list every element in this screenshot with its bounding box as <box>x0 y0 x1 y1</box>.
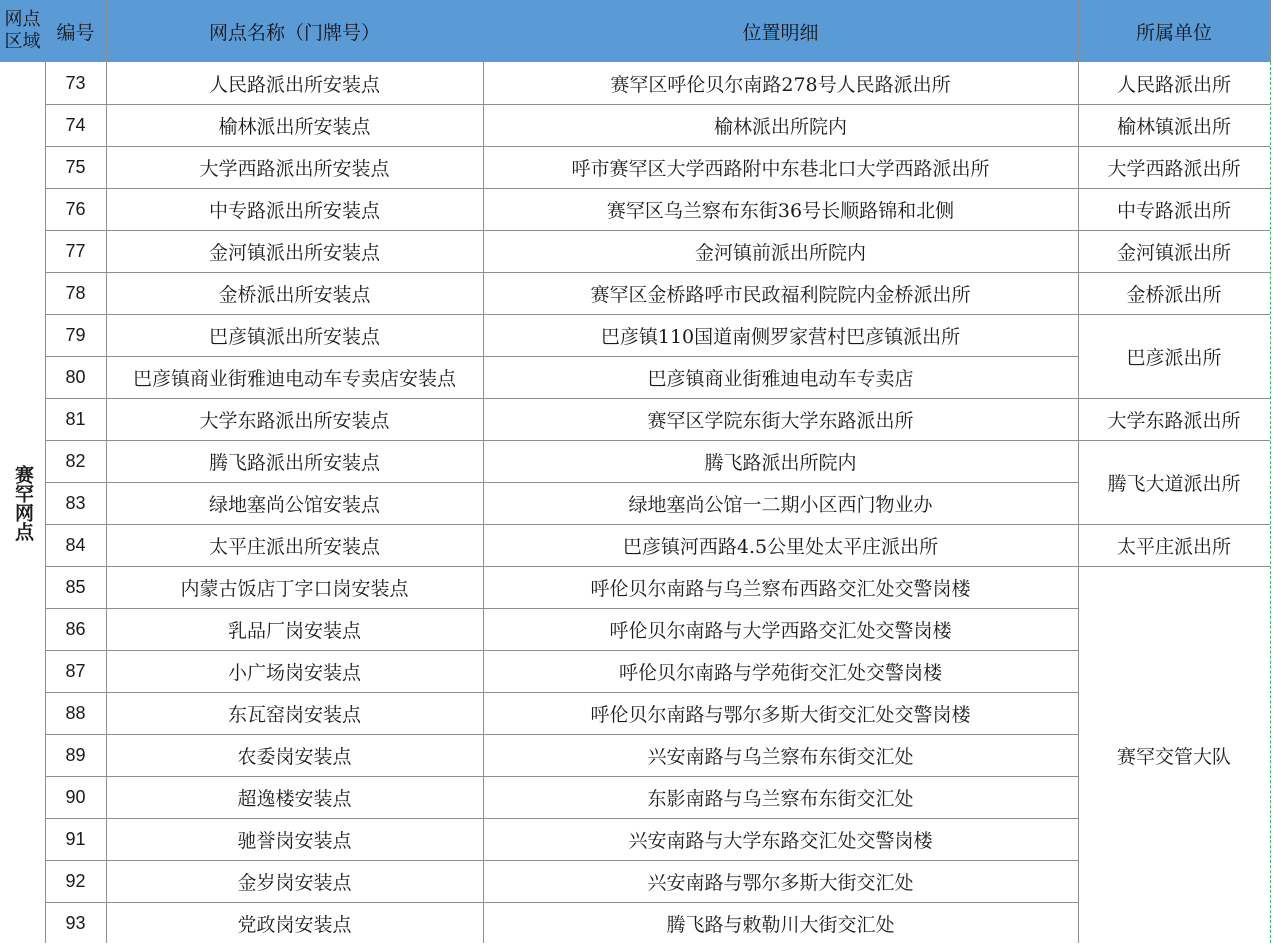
row-unit-cell-text: 巴彦派出所 <box>1126 346 1222 369</box>
row-divider <box>45 146 1078 147</box>
row-divider <box>45 524 1078 525</box>
header-region[interactable] <box>0 0 45 62</box>
row-name-cell-text: 小广场岗安装点 <box>227 661 361 684</box>
region-cell[interactable] <box>0 62 45 943</box>
row-name-cell[interactable] <box>106 608 483 650</box>
column-divider <box>1078 0 1079 943</box>
row-number-cell-text: 89 <box>65 744 86 765</box>
row-unit-cell[interactable] <box>1078 524 1270 566</box>
row-location-cell[interactable] <box>483 188 1078 230</box>
row-divider <box>45 818 1078 819</box>
row-location-cell[interactable] <box>483 62 1078 104</box>
header-location[interactable] <box>483 0 1078 62</box>
row-unit-cell[interactable] <box>1078 440 1270 524</box>
row-name-cell[interactable] <box>106 860 483 902</box>
row-name-cell-text: 驰誉岗安装点 <box>237 829 352 852</box>
row-number-cell[interactable] <box>45 356 106 398</box>
row-unit-cell-text: 赛罕交管大队 <box>1116 745 1231 768</box>
row-divider <box>45 440 1078 441</box>
header-name[interactable] <box>106 0 483 62</box>
row-number-cell[interactable] <box>45 692 106 734</box>
row-number-cell-text: 73 <box>65 72 86 93</box>
row-location-cell-text: 赛罕区呼伦贝尔南路278号人民路派出所 <box>610 73 951 96</box>
row-unit-cell-text: 大学东路派出所 <box>1107 409 1241 432</box>
row-number-cell-text: 81 <box>65 408 86 429</box>
column-divider <box>45 0 46 943</box>
row-location-cell-text: 腾飞路与敕勒川大街交汇处 <box>666 913 895 936</box>
header-no[interactable] <box>45 0 106 62</box>
row-name-cell[interactable] <box>106 314 483 356</box>
row-number-cell-text: 93 <box>65 912 86 933</box>
row-location-cell-text: 榆林派出所院内 <box>713 115 847 138</box>
row-unit-cell[interactable] <box>1078 398 1270 440</box>
column-divider <box>1270 0 1271 62</box>
row-location-cell[interactable] <box>483 440 1078 482</box>
unit-divider <box>1078 188 1270 189</box>
row-unit-cell-text: 榆林镇派出所 <box>1116 115 1231 138</box>
row-unit-cell[interactable] <box>1078 146 1270 188</box>
row-name-cell[interactable] <box>106 272 483 314</box>
row-location-cell[interactable] <box>483 524 1078 566</box>
row-name-cell-text: 太平庄派出所安装点 <box>208 535 380 558</box>
row-location-cell-text: 绿地塞尚公馆一二期小区西门物业办 <box>628 493 933 516</box>
row-location-cell-text: 兴安南路与大学东路交汇处交警岗楼 <box>628 829 933 852</box>
row-location-cell[interactable] <box>483 650 1078 692</box>
row-location-cell-text: 赛罕区学院东街大学东路派出所 <box>647 409 914 432</box>
row-number-cell[interactable] <box>45 104 106 146</box>
row-name-cell[interactable] <box>106 398 483 440</box>
row-name-cell-text: 大学东路派出所安装点 <box>199 409 390 432</box>
row-number-cell[interactable] <box>45 62 106 104</box>
row-number-cell[interactable] <box>45 650 106 692</box>
row-number-cell[interactable] <box>45 860 106 902</box>
row-number-cell-text: 86 <box>65 618 86 639</box>
row-name-cell[interactable] <box>106 818 483 860</box>
header-bottom-border <box>0 61 1270 62</box>
row-location-cell[interactable] <box>483 818 1078 860</box>
row-name-cell[interactable] <box>106 146 483 188</box>
row-name-cell-text: 中专路派出所安装点 <box>208 199 380 222</box>
row-unit-cell[interactable] <box>1078 104 1270 146</box>
row-number-cell-text: 90 <box>65 786 86 807</box>
row-divider <box>45 398 1078 399</box>
row-number-cell-text: 75 <box>65 156 86 177</box>
row-name-cell-text: 巴彦镇商业街雅迪电动车专卖店安装点 <box>132 367 456 390</box>
unit-divider <box>1078 398 1270 399</box>
row-location-cell-text: 呼伦贝尔南路与大学西路交汇处交警岗楼 <box>609 619 952 642</box>
row-name-cell[interactable] <box>106 566 483 608</box>
row-divider <box>45 272 1078 273</box>
row-name-cell[interactable] <box>106 230 483 272</box>
row-name-cell[interactable] <box>106 524 483 566</box>
row-location-cell[interactable] <box>483 692 1078 734</box>
row-number-cell-text: 87 <box>65 660 86 681</box>
unit-divider <box>1078 104 1270 105</box>
row-divider <box>45 356 1078 357</box>
row-number-cell[interactable] <box>45 566 106 608</box>
row-location-cell-text: 赛罕区金桥路呼市民政福利院院内金桥派出所 <box>590 283 971 306</box>
unit-divider <box>1078 314 1270 315</box>
row-location-cell[interactable] <box>483 104 1078 146</box>
row-location-cell-text: 巴彦镇110国道南侧罗家营村巴彦镇派出所 <box>600 325 961 348</box>
row-name-cell-text: 金岁岗安装点 <box>237 871 352 894</box>
header-location-label: 位置明细 <box>742 21 819 44</box>
row-number-cell[interactable] <box>45 818 106 860</box>
row-divider <box>45 650 1078 651</box>
row-number-cell-text: 78 <box>65 282 86 303</box>
row-number-cell[interactable] <box>45 188 106 230</box>
row-name-cell-text: 党政岗安装点 <box>237 913 352 936</box>
row-location-cell-text: 呼伦贝尔南路与乌兰察布西路交汇处交警岗楼 <box>590 577 971 600</box>
row-number-cell-text: 85 <box>65 576 86 597</box>
row-unit-cell-text: 腾飞大道派出所 <box>1107 472 1241 495</box>
unit-divider <box>1078 146 1270 147</box>
row-number-cell[interactable] <box>45 776 106 818</box>
row-number-cell[interactable] <box>45 146 106 188</box>
row-divider <box>45 902 1078 903</box>
row-divider <box>45 692 1078 693</box>
row-unit-cell-text: 金河镇派出所 <box>1116 241 1231 264</box>
row-unit-cell-text: 中专路派出所 <box>1116 199 1231 222</box>
row-name-cell[interactable] <box>106 440 483 482</box>
row-location-cell-text: 巴彦镇河西路4.5公里处太平庄派出所 <box>622 535 939 558</box>
row-location-cell-text: 兴安南路与鄂尔多斯大街交汇处 <box>647 871 914 894</box>
row-name-cell-text: 巴彦镇派出所安装点 <box>208 325 380 348</box>
region-label: 赛罕网点 <box>12 464 34 541</box>
row-name-cell-text: 超逸楼安装点 <box>237 787 352 810</box>
header-unit-label: 所属单位 <box>1135 21 1212 44</box>
unit-divider <box>1078 440 1270 441</box>
row-name-cell[interactable] <box>106 650 483 692</box>
row-location-cell[interactable] <box>483 566 1078 608</box>
row-name-cell-text: 大学西路派出所安装点 <box>199 157 390 180</box>
row-location-cell[interactable] <box>483 398 1078 440</box>
row-name-cell-text: 人民路派出所安装点 <box>208 73 380 96</box>
row-name-cell[interactable] <box>106 482 483 524</box>
row-divider <box>45 482 1078 483</box>
row-name-cell[interactable] <box>106 734 483 776</box>
row-name-cell-text: 腾飞路派出所安装点 <box>208 451 380 474</box>
row-number-cell[interactable] <box>45 398 106 440</box>
row-number-cell-text: 79 <box>65 324 86 345</box>
row-number-cell-text: 88 <box>65 702 86 723</box>
row-divider <box>45 566 1078 567</box>
row-name-cell-text: 内蒙古饭店丁字口岗安装点 <box>180 577 409 600</box>
row-number-cell-text: 74 <box>65 114 86 135</box>
row-unit-cell[interactable] <box>1078 230 1270 272</box>
row-number-cell[interactable] <box>45 734 106 776</box>
header-region-label: 网点区域 <box>4 9 41 52</box>
page-break-line <box>1270 62 1271 943</box>
row-location-cell[interactable] <box>483 230 1078 272</box>
row-location-cell-text: 金河镇前派出所院内 <box>694 241 866 264</box>
row-unit-cell-text: 大学西路派出所 <box>1107 157 1241 180</box>
row-unit-cell[interactable] <box>1078 314 1270 398</box>
row-number-cell-text: 76 <box>65 198 86 219</box>
row-unit-cell[interactable] <box>1078 272 1270 314</box>
row-number-cell-text: 91 <box>65 828 86 849</box>
row-location-cell-text: 东影南路与乌兰察布东街交汇处 <box>647 787 914 810</box>
row-unit-cell[interactable] <box>1078 566 1270 944</box>
unit-divider <box>1078 272 1270 273</box>
row-divider <box>45 776 1078 777</box>
row-location-cell[interactable] <box>483 272 1078 314</box>
row-name-cell-text: 东瓦窑岗安装点 <box>227 703 361 726</box>
row-divider <box>45 314 1078 315</box>
row-number-cell[interactable] <box>45 230 106 272</box>
row-location-cell[interactable] <box>483 482 1078 524</box>
row-number-cell-text: 83 <box>65 492 86 513</box>
row-name-cell[interactable] <box>106 902 483 944</box>
unit-divider <box>1078 524 1270 525</box>
row-unit-cell-text: 太平庄派出所 <box>1116 535 1231 558</box>
row-location-cell-text: 呼伦贝尔南路与鄂尔多斯大街交汇处交警岗楼 <box>590 703 971 726</box>
row-name-cell[interactable] <box>106 356 483 398</box>
row-divider <box>45 188 1078 189</box>
row-name-cell-text: 榆林派出所安装点 <box>218 115 371 138</box>
row-divider <box>45 860 1078 861</box>
row-divider <box>45 734 1078 735</box>
row-number-cell-text: 80 <box>65 366 86 387</box>
row-location-cell[interactable] <box>483 860 1078 902</box>
row-number-cell-text: 84 <box>65 534 86 555</box>
unit-divider <box>1078 230 1270 231</box>
header-name-label: 网点名称（门牌号） <box>208 21 380 44</box>
row-number-cell[interactable] <box>45 608 106 650</box>
row-unit-cell[interactable] <box>1078 62 1270 104</box>
row-name-cell-text: 金桥派出所安装点 <box>218 283 371 306</box>
row-location-cell[interactable] <box>483 608 1078 650</box>
row-divider <box>45 230 1078 231</box>
row-location-cell-text: 腾飞路派出所院内 <box>704 451 857 474</box>
row-number-cell-text: 77 <box>65 240 86 261</box>
row-location-cell-text: 呼伦贝尔南路与学苑街交汇处交警岗楼 <box>618 661 942 684</box>
row-number-cell-text: 92 <box>65 870 86 891</box>
row-location-cell[interactable] <box>483 314 1078 356</box>
row-name-cell-text: 绿地塞尚公馆安装点 <box>208 493 380 516</box>
row-location-cell[interactable] <box>483 776 1078 818</box>
row-location-cell[interactable] <box>483 356 1078 398</box>
row-number-cell-text: 82 <box>65 450 86 471</box>
row-number-cell[interactable] <box>45 440 106 482</box>
row-number-cell[interactable] <box>45 524 106 566</box>
row-name-cell[interactable] <box>106 692 483 734</box>
row-location-cell-text: 兴安南路与乌兰察布东街交汇处 <box>647 745 914 768</box>
header-no-label: 编号 <box>56 21 95 44</box>
row-name-cell[interactable] <box>106 104 483 146</box>
row-name-cell-text: 金河镇派出所安装点 <box>208 241 380 264</box>
row-name-cell[interactable] <box>106 62 483 104</box>
row-number-cell[interactable] <box>45 314 106 356</box>
row-location-cell[interactable] <box>483 902 1078 944</box>
row-divider <box>45 608 1078 609</box>
row-location-cell-text: 呼市赛罕区大学西路附中东巷北口大学西路派出所 <box>571 157 990 180</box>
row-location-cell-text: 赛罕区乌兰察布东街36号长顺路锦和北侧 <box>606 199 955 222</box>
row-name-cell-text: 乳品厂岗安装点 <box>227 619 361 642</box>
column-divider <box>483 0 484 943</box>
row-location-cell[interactable] <box>483 734 1078 776</box>
row-unit-cell-text: 金桥派出所 <box>1126 283 1222 306</box>
column-divider <box>106 0 107 943</box>
row-number-cell[interactable] <box>45 272 106 314</box>
row-location-cell-text: 巴彦镇商业街雅迪电动车专卖店 <box>647 367 914 390</box>
row-number-cell[interactable] <box>45 482 106 524</box>
unit-divider <box>1078 566 1270 567</box>
row-unit-cell-text: 人民路派出所 <box>1116 73 1231 96</box>
row-divider <box>45 104 1078 105</box>
row-name-cell[interactable] <box>106 188 483 230</box>
row-name-cell[interactable] <box>106 776 483 818</box>
row-name-cell-text: 农委岗安装点 <box>237 745 352 768</box>
row-location-cell[interactable] <box>483 146 1078 188</box>
header-unit[interactable] <box>1078 0 1270 62</box>
row-unit-cell[interactable] <box>1078 188 1270 230</box>
row-number-cell[interactable] <box>45 902 106 944</box>
